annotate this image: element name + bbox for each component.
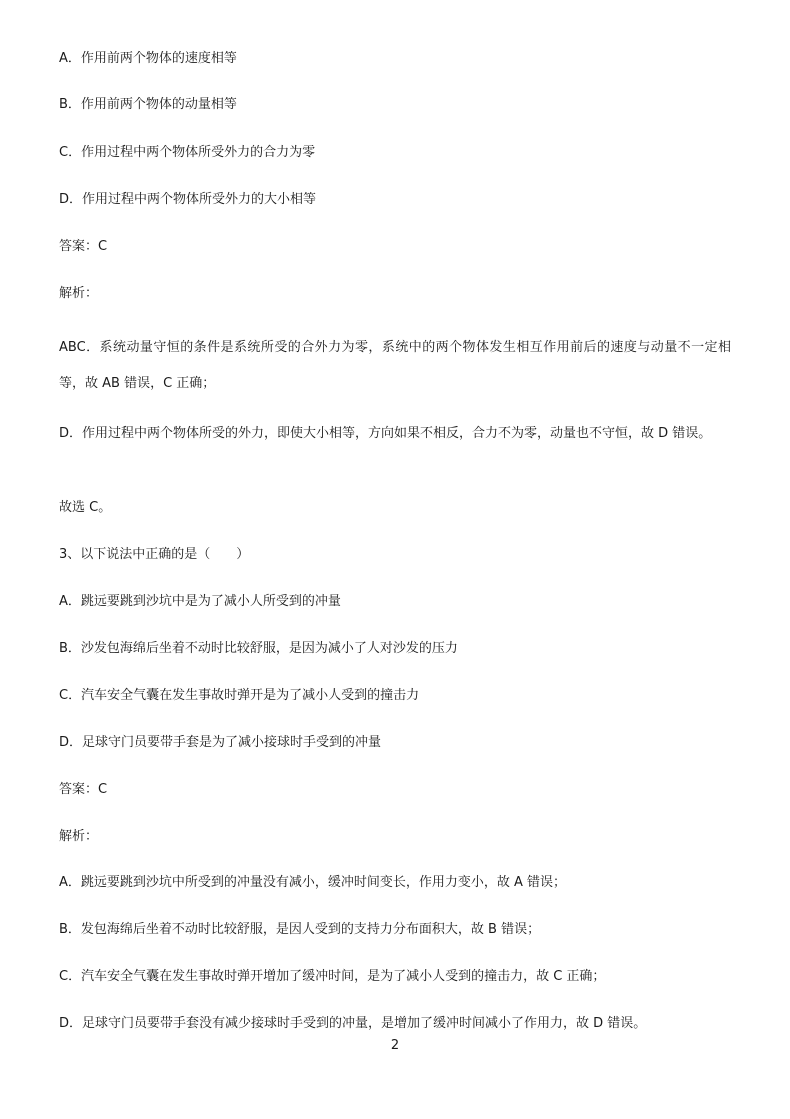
- q3-option-d: D．足球守门员要带手套是为了减小接球时手受到的冲量: [59, 735, 382, 750]
- q3-option-c: C．汽车安全气囊在发生事故时弹开是为了减小人受到的撞击力: [59, 688, 420, 703]
- q3-option-a: A．跳远要跳到沙坑中是为了减小人所受到的冲量: [59, 594, 341, 609]
- q3-analysis-d: D．足球守门员要带手套没有减少接球时手受到的冲量，是增加了缓冲时间减小了作用力，故 D 错误。: [59, 1016, 647, 1031]
- q2-answer: 答案：C: [59, 239, 108, 254]
- q2-analysis-d: D．作用过程中两个物体所受的外力，即使大小相等，方向如果不相反，合力不为零，动量也不守恒，故 D 错误。: [59, 426, 712, 441]
- q3-analysis-a: A．跳远要跳到沙坑中所受到的冲量没有减小，缓冲时间变长，作用力变小，故 A 错误；: [59, 875, 567, 890]
- q3-analysis-b: B．发包海绵后坐着不动时比较舒服，是因人受到的支持力分布面积大，故 B 错误；: [59, 922, 541, 937]
- q3-analysis-c: C．汽车安全气囊在发生事故时弹开增加了缓冲时间，是为了减小人受到的撞击力，故 C 正确；: [59, 969, 606, 984]
- q3-option-b: B．沙发包海绵后坐着不动时比较舒服，是因为减小了人对沙发的压力: [59, 641, 458, 656]
- page-number: 2: [390, 1038, 400, 1053]
- q2-analysis-label: 解析：: [59, 286, 99, 301]
- q2-analysis-abc: ABC．系统动量守恒的条件是系统所受的合外力为零，系统中的两个物体发生相互作用前后的速度与动量不一定相等，故 AB 错误，C 正确；: [59, 340, 731, 391]
- q2-option-c: C．作用过程中两个物体所受外力的合力为零: [59, 145, 316, 160]
- q2-option-d: D．作用过程中两个物体所受外力的大小相等: [59, 192, 317, 207]
- q2-option-a: A．作用前两个物体的速度相等: [59, 51, 237, 66]
- q2-option-b: B．作用前两个物体的动量相等: [59, 97, 237, 112]
- q2-conclusion: 故选 C。: [59, 500, 112, 515]
- q3-analysis-label: 解析：: [59, 829, 99, 844]
- q3-stem: 3、以下说法中正确的是（ ）: [59, 547, 250, 562]
- q3-answer: 答案：C: [59, 782, 108, 797]
